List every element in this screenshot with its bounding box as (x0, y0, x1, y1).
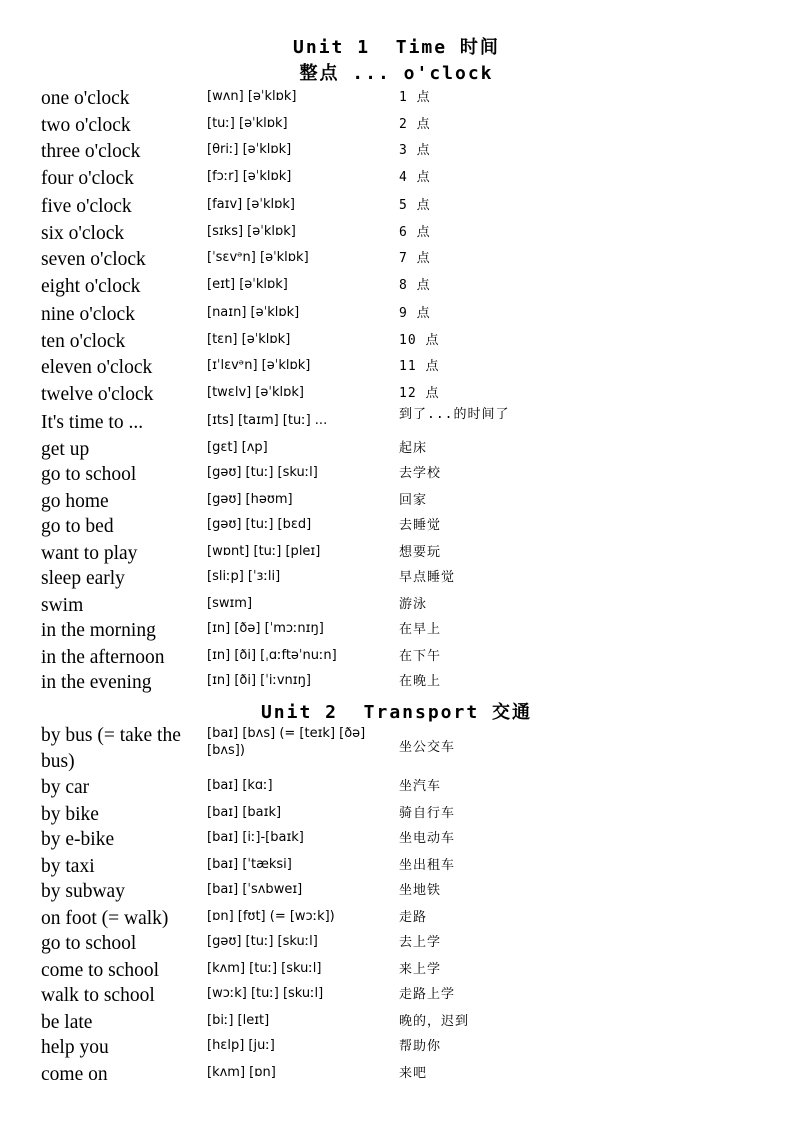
phonetic-transcription: [gəʊ] [həʊm] (207, 492, 293, 507)
english-phrase: help you (41, 1037, 109, 1058)
english-phrase: three o'clock (41, 141, 141, 162)
phonetic-transcription: [gəʊ] [tuː] [bɛd] (207, 517, 312, 532)
english-phrase: by bus (= take the bus) (41, 725, 181, 772)
chinese-meaning: 11 点 (399, 359, 440, 374)
chinese-meaning: 去睡觉 (399, 518, 442, 533)
chinese-meaning: 去学校 (399, 466, 442, 481)
phonetic-transcription: [sɪks] [əˈklɒk] (207, 224, 296, 239)
english-phrase: swim (41, 595, 84, 616)
chinese-meaning: 10 点 (399, 333, 440, 348)
chinese-meaning: 坐电动车 (399, 831, 456, 846)
chinese-meaning: 坐公交车 (399, 740, 456, 755)
english-phrase: sleep early (41, 568, 125, 589)
chinese-meaning: 去上学 (399, 935, 442, 950)
phonetic-transcription: [ɪn] [ði] [ˈiːvnɪŋ] (207, 673, 311, 688)
english-phrase: want to play (41, 543, 138, 564)
phonetic-transcription: [faɪv] [əˈklɒk] (207, 197, 295, 212)
chinese-meaning: 在早上 (399, 622, 442, 637)
english-phrase: in the evening (41, 672, 152, 693)
english-phrase: in the morning (41, 620, 156, 641)
chinese-meaning: 来吧 (399, 1066, 428, 1081)
phonetic-transcription: [wɒnt] [tuː] [pleɪ] (207, 544, 321, 559)
phonetic-transcription: [θriː] [əˈklɒk] (207, 142, 292, 157)
chinese-meaning: 晚的，迟到 (399, 1014, 470, 1029)
phonetic-transcription: [ˈsɛvᵊn] [əˈklɒk] (207, 250, 309, 265)
phonetic-transcription: [gəʊ] [tuː] [skuːl] (207, 934, 318, 949)
unit1-subtitle: 整点 ... o'clock (299, 63, 494, 84)
phonetic-transcription: [swɪm] (207, 596, 253, 611)
english-phrase: ten o'clock (41, 331, 126, 352)
unit1-title: Unit 1 Time 时间 (293, 37, 500, 58)
phonetic-transcription: [gəʊ] [tuː] [skuːl] (207, 465, 318, 480)
english-phrase: It's time to ... (41, 412, 144, 433)
chinese-meaning: 起床 (399, 441, 428, 456)
english-phrase: on foot (= walk) (41, 908, 169, 929)
english-phrase: go home (41, 491, 109, 512)
english-phrase: by car (41, 777, 90, 798)
chinese-meaning: 帮助你 (399, 1039, 442, 1054)
phonetic-transcription: [baɪ] [bʌs] (= [teɪk] [ðə] [bʌs]) (207, 726, 366, 758)
chinese-meaning: 9 点 (399, 306, 431, 321)
english-phrase: get up (41, 439, 90, 460)
chinese-meaning: 8 点 (399, 278, 431, 293)
english-phrase: by subway (41, 881, 125, 902)
chinese-meaning: 坐出租车 (399, 858, 456, 873)
phonetic-transcription: [ɪts] [taɪm] [tuː] ... (207, 413, 328, 428)
chinese-meaning: 坐汽车 (399, 779, 442, 794)
phonetic-transcription: [baɪ] [kɑː] (207, 778, 273, 793)
phonetic-transcription: [ɪn] [ði] [ˌɑːftəˈnuːn] (207, 648, 337, 663)
phonetic-transcription: [hɛlp] [juː] (207, 1038, 275, 1053)
english-phrase: go to bed (41, 516, 114, 537)
chinese-meaning: 6 点 (399, 225, 431, 240)
phonetic-transcription: [ɪˈlɛvᵊn] [əˈklɒk] (207, 358, 311, 373)
phonetic-transcription: [wʌn] [əˈklɒk] (207, 89, 297, 104)
chinese-meaning: 到了...的时间了 (399, 407, 510, 422)
english-phrase: seven o'clock (41, 249, 146, 270)
english-phrase: by taxi (41, 856, 95, 877)
english-phrase: go to school (41, 464, 137, 485)
chinese-meaning: 7 点 (399, 251, 431, 266)
chinese-meaning: 想要玩 (399, 545, 442, 560)
phonetic-transcription: [ɒn] [fʊt] (= [wɔːk]) (207, 909, 335, 924)
phonetic-transcription: [kʌm] [ɒn] (207, 1065, 276, 1080)
english-phrase: be late (41, 1012, 93, 1033)
english-phrase: two o'clock (41, 115, 131, 136)
phonetic-transcription: [gɛt] [ʌp] (207, 440, 268, 455)
chinese-meaning: 回家 (399, 493, 428, 508)
english-phrase: six o'clock (41, 223, 125, 244)
phonetic-transcription: [tɛn] [əˈklɒk] (207, 332, 291, 347)
english-phrase: four o'clock (41, 168, 134, 189)
chinese-meaning: 在下午 (399, 649, 442, 664)
phonetic-transcription: [twɛlv] [əˈklɒk] (207, 385, 304, 400)
english-phrase: eight o'clock (41, 276, 141, 297)
phonetic-transcription: [kʌm] [tuː] [skuːl] (207, 961, 322, 976)
english-phrase: in the afternoon (41, 647, 165, 668)
phonetic-transcription: [baɪ] [ˈsʌbweɪ] (207, 882, 303, 897)
chinese-meaning: 4 点 (399, 170, 431, 185)
phonetic-transcription: [eɪt] [əˈklɒk] (207, 277, 288, 292)
chinese-meaning: 在晚上 (399, 674, 442, 689)
chinese-meaning: 12 点 (399, 386, 440, 401)
english-phrase: come to school (41, 960, 160, 981)
english-phrase: walk to school (41, 985, 155, 1006)
phonetic-transcription: [baɪ] [iː]-[baɪk] (207, 830, 304, 845)
chinese-meaning: 坐地铁 (399, 883, 442, 898)
english-phrase: five o'clock (41, 196, 132, 217)
chinese-meaning: 早点睡觉 (399, 570, 456, 585)
chinese-meaning: 骑自行车 (399, 806, 456, 821)
english-phrase: nine o'clock (41, 304, 135, 325)
english-phrase: by e-bike (41, 829, 115, 850)
english-phrase: by bike (41, 804, 99, 825)
phonetic-transcription: [fɔːr] [əˈklɒk] (207, 169, 292, 184)
chinese-meaning: 游泳 (399, 597, 428, 612)
phonetic-transcription: [biː] [leɪt] (207, 1013, 270, 1028)
chinese-meaning: 3 点 (399, 143, 431, 158)
phonetic-transcription: [naɪn] [əˈklɒk] (207, 305, 300, 320)
english-phrase: one o'clock (41, 88, 130, 109)
chinese-meaning: 5 点 (399, 198, 431, 213)
chinese-meaning: 走路上学 (399, 987, 456, 1002)
phonetic-transcription: [ɪn] [ðə] [ˈmɔːnɪŋ] (207, 621, 324, 636)
english-phrase: come on (41, 1064, 108, 1085)
phonetic-transcription: [baɪ] [baɪk] (207, 805, 282, 820)
phonetic-transcription: [sliːp] [ˈɜːli] (207, 569, 281, 584)
english-phrase: eleven o'clock (41, 357, 153, 378)
phonetic-transcription: [wɔːk] [tuː] [skuːl] (207, 986, 324, 1001)
phonetic-transcription: [tuː] [əˈklɒk] (207, 116, 288, 131)
phonetic-transcription: [baɪ] [ˈtæksi] (207, 857, 292, 872)
english-phrase: go to school (41, 933, 137, 954)
chinese-meaning: 1 点 (399, 90, 431, 105)
chinese-meaning: 走路 (399, 910, 428, 925)
unit2-title: Unit 2 Transport 交通 (260, 702, 533, 723)
chinese-meaning: 来上学 (399, 962, 442, 977)
english-phrase: twelve o'clock (41, 384, 154, 405)
chinese-meaning: 2 点 (399, 117, 431, 132)
